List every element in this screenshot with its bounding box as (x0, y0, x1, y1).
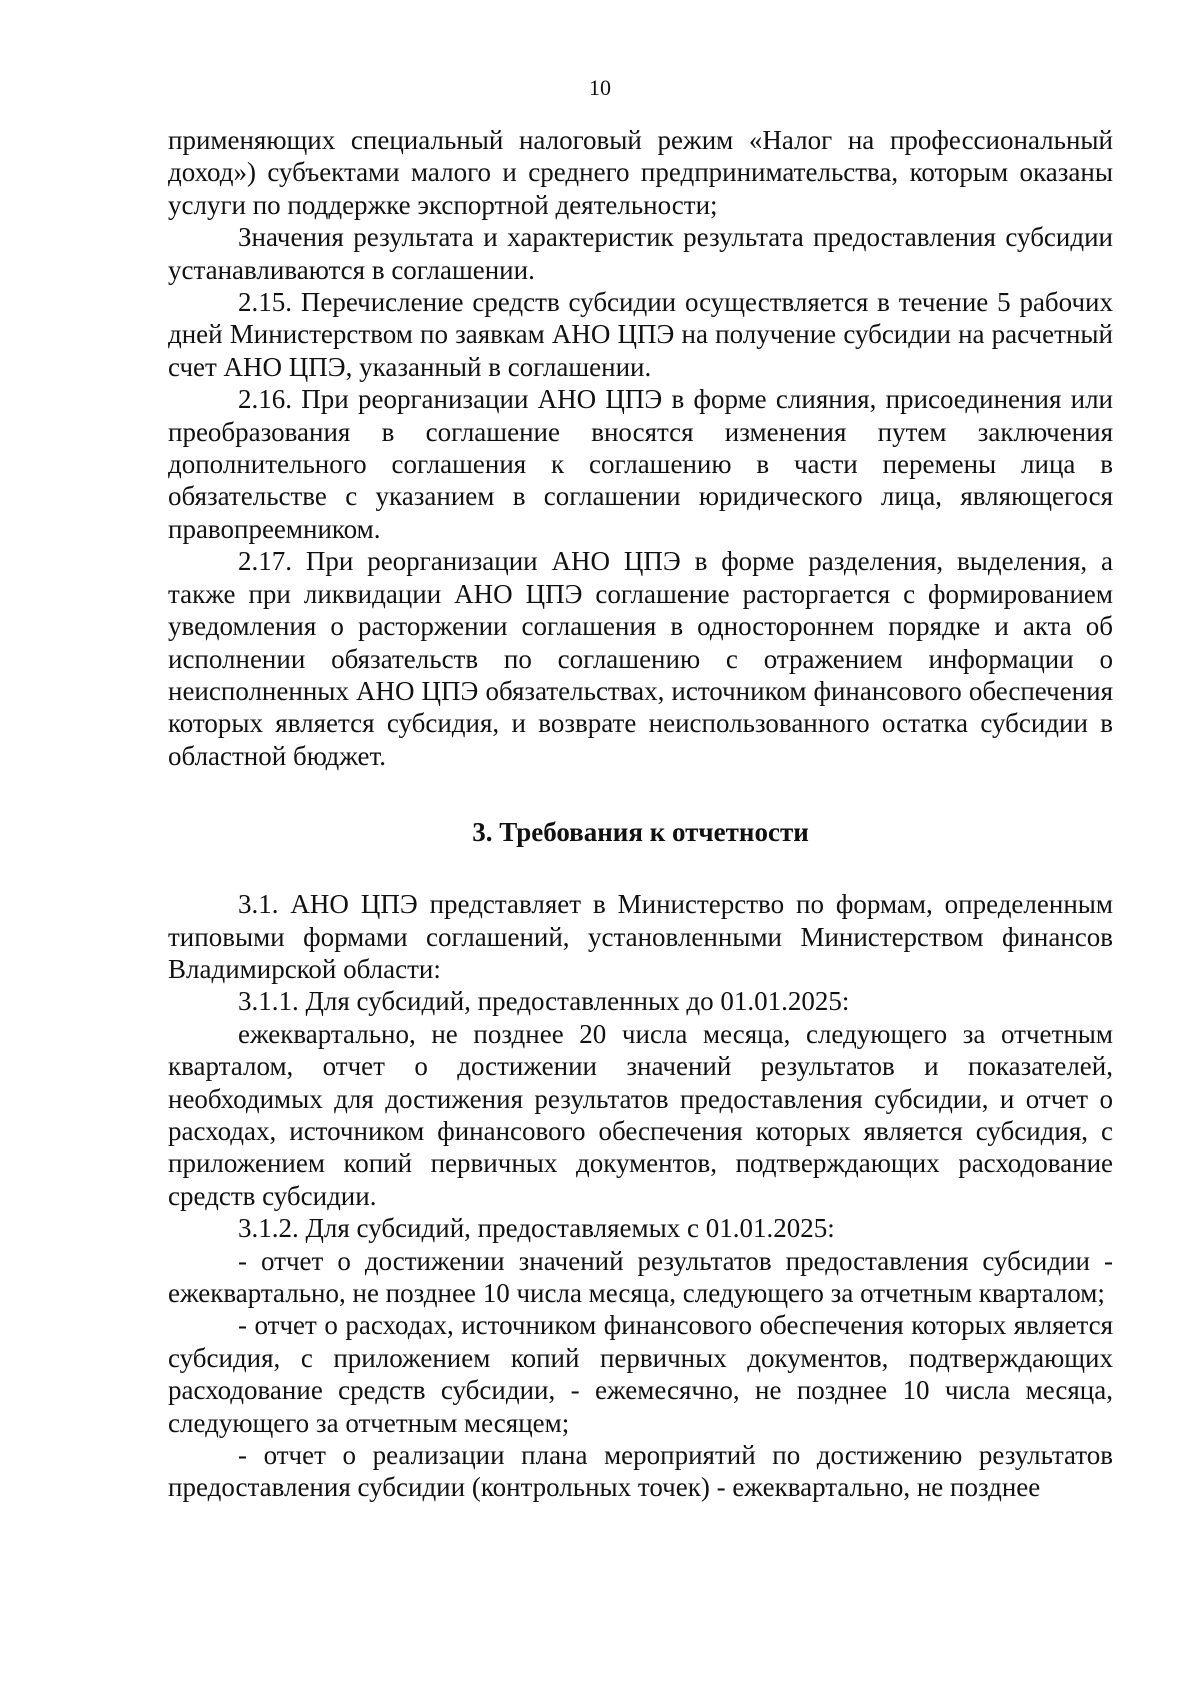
paragraph-2-15: 2.15. Перечисление средств субсидии осуществляется в течение 5 рабочих дней Министерством по заявкам АНО ЦПЭ на получение субсидии на расчетный счет АНО ЦПЭ, указанный в соглашении. (168, 287, 1113, 382)
paragraph-3-1-2: 3.1.2. Для субсидий, предоставляемых с 01.01.2025: (238, 1213, 835, 1244)
list-item-results-report: - отчет о достижении значений результатов предоставления субсидии - ежеквартально, не позднее 10 числа месяца, следующего за отчетным кварталом; (168, 1245, 1113, 1308)
paragraph-3-1: 3.1. АНО ЦПЭ представляет в Министерство по формам, определенным типовыми формами соглашений, установленными Министерством финансов Владимирской области: (168, 889, 1113, 984)
document-body (168, 124, 1113, 1504)
paragraph-3-1-1: 3.1.1. Для субсидий, предоставленных до 01.01.2025: (238, 986, 850, 1017)
paragraph-quarterly-report: ежеквартально, не позднее 20 числа месяца, следующего за отчетным кварталом, отчет о достижении значений результатов и показателей, необходимых для достижения результатов предоставления субсидии, и отчет о расходах, источником финансового обеспечения которых является субсидия, с приложением копий первичных документов, подтверждающих расходование средств субсидии. (168, 1018, 1113, 1211)
list-item-plan-report: - отчет о реализации плана мероприятий по достижению результатов предоставления субсидии (контрольных точек) - ежеквартально, не позднее (168, 1440, 1113, 1503)
list-item-expenses-report: - отчет о расходах, источником финансового обеспечения которых является субсидия, с приложением копий первичных документов, подтверждающих расходование средств субсидии, - ежемесячно, не позднее 10 числа месяца, следующего за отчетным месяцем; (168, 1310, 1113, 1438)
paragraph-2-17: 2.17. При реорганизации АНО ЦПЭ в форме разделения, выделения, а также при ликвидации АНО ЦПЭ соглашение расторгается с формированием уведомления о расторжении соглашения в одностороннем порядке и акта об исполнении обязательств по соглашению с отражением информации о неисполненных АНО ЦПЭ обязательствах, источником финансового обеспечения которых является субсидия, и возврате неиспользованного остатка субсидии в областной бюджет. (168, 546, 1113, 771)
paragraph-result-values: Значения результата и характеристик результата предоставления субсидии устанавливаются в соглашении. (168, 222, 1113, 285)
paragraph-2-16: 2.16. При реорганизации АНО ЦПЭ в форме слияния, присоединения или преобразования в соглашение вносятся изменения путем заключения дополнительного соглашения к соглашению в части перемены лица в обязательстве с указанием в соглашении юридического лица, являющегося правопреемником. (168, 384, 1113, 544)
paragraph-continuation: применяющих специальный налоговый режим «Налог на профессиональный доход») субъектами малого и среднего предпринимательства, которым оказаны услуги по поддержке экспортной деятельности; (168, 125, 1113, 220)
section-heading: 3. Требования к отчетности (472, 817, 809, 848)
page-number: 10 (589, 75, 611, 100)
